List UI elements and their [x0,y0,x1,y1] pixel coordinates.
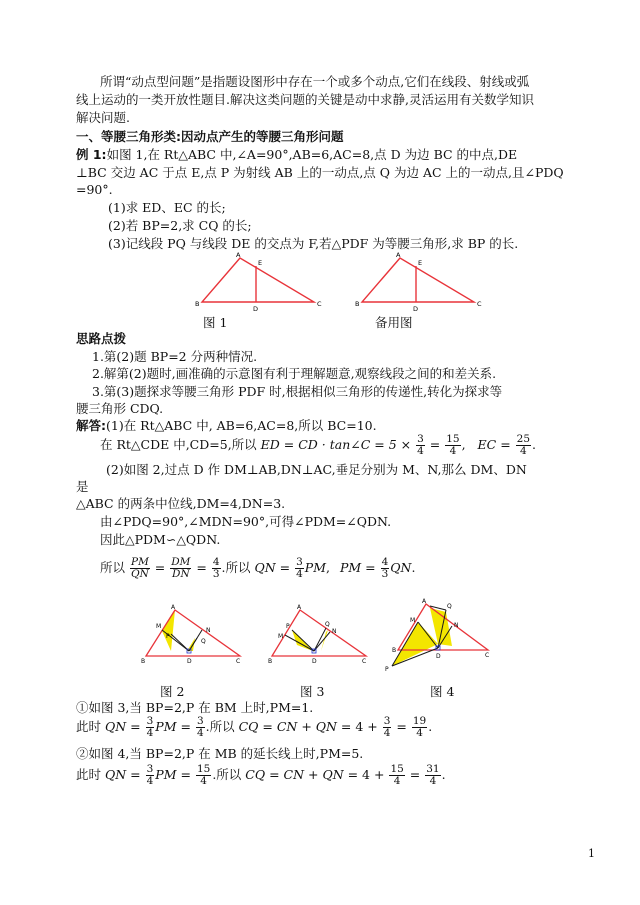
svg-text:D: D [436,653,441,660]
intro-line-2: 线上运动的一类开放性题目.解决这类问题的关键是动中求静,灵活运用有关数学知识 [76,92,534,107]
spare-label-e: E [418,259,423,267]
svg-text:A: A [297,604,302,611]
svg-text:M: M [410,617,416,624]
fig1-label-d: D [253,305,259,312]
svg-text:C: C [362,658,367,665]
svg-text:C: C [236,658,241,665]
svg-text:P: P [166,633,170,640]
answer-line-5: 由∠PDQ=90°,∠MDN=90°,可得∠PDM=∠QDN. [100,514,392,529]
answer-label: 解答: [76,418,106,433]
hints-heading: 思路点拨 [76,331,127,346]
hint-1: 1.第(2)题 BP=2 分两种情况. [92,349,258,364]
svg-text:P: P [286,623,290,630]
answer-line-4: △ABC 的两条中位线,DM=4,DN=3. [76,496,286,511]
answer-line-1: 解答:(1)在 Rt△ABC 中, AB=6,AC=8,所以 BC=10. [76,418,377,433]
svg-text:Q: Q [325,621,330,628]
figure-1 [190,250,330,312]
spare-label-d: D [413,305,419,312]
fig4-caption: 图 4 [430,684,455,699]
answer-line-3: (2)如图 2,过点 D 作 DM⊥AB,DN⊥AC,垂足分别为 M、N,那么 DM、DN [106,462,527,477]
hint-2: 2.解第(2)题时,画准确的示意图有利于理解题意,观察线段之间的和差关系. [92,366,497,381]
figure-spare [350,250,490,312]
fig2-shade-left [162,610,175,651]
question-1: (1)求 ED、EC 的长; [108,200,226,215]
fig3-triangle [272,610,366,656]
fig4-shade-left [392,622,438,666]
example-label: 例 1: [76,147,107,162]
frac-3-4: $\frac{3}{4}$ [417,433,424,457]
fig1-caption: 图 1 [203,315,228,330]
intro-line-1: 所谓“动点型问题”是指题设图形中存在一个或多个动点,它们在线段、射线或弧 [100,74,530,89]
svg-text:D: D [312,658,317,665]
fig3-caption: 图 3 [300,684,325,699]
question-2: (2)若 BP=2,求 CQ 的长; [108,218,252,233]
fig1-label-e: E [258,259,263,267]
svg-text:P: P [385,666,389,673]
svg-text:A: A [171,604,176,611]
svg-text:D: D [187,658,192,665]
answer-line-6: 因此△PDM∽△QDN. [100,532,221,547]
question-3: (3)记线段 PQ 与线段 DE 的交点为 F,若△PDF 为等腰三角形,求 BP 的长. [108,236,519,251]
svg-text:N: N [454,622,459,629]
svg-text:B: B [268,658,273,665]
case-2-eq: 此时 QN = $\frac{3}{4}$ PM = $\frac{15}{4}$ .所以 CQ = CN + QN = 4 + $\frac{15}{4}$ = $\frac{31}{4}$ . [76,763,446,787]
spare-label-b: B [355,300,360,308]
hint-3b: 腰三角形 CDQ. [76,401,164,416]
case-2-text: ②如图 4,当 BP=2,P 在 MB 的延长线上时,PM=5. [76,746,364,761]
svg-text:M: M [156,623,162,630]
hint-3a: 3.第(3)题探求等腰三角形 PDF 时,根据相似三角形的传递性,转化为探求等 [92,384,503,399]
fig3-shade-right [321,630,328,651]
spare-label-c: C [477,300,482,308]
fig1-label-b: B [195,300,200,308]
spare-caption: 备用图 [375,315,413,330]
example-line-2: ⊥BC 交边 AC 于点 E,点 P 为射线 AB 上的一动点,点 Q 为边 AC 上的一动点,且∠PDQ [76,165,564,180]
svg-text:Q: Q [201,638,206,645]
svg-text:Q: Q [447,603,452,610]
svg-text:B: B [392,647,397,654]
svg-text:M: M [278,633,284,640]
case-1-eq: 此时 QN = $\frac{3}{4}$ PM = $\frac{3}{4}$ .所以 CQ = CN + QN = 4 + $\frac{3}{4}$ = $\frac{19}{4}$ . [76,715,433,739]
fig1-label-a: A [236,251,241,259]
example-line-1: 例 1:如图 1,在 Rt△ABC 中,∠A=90°,AB=6,AC=8,点 D 为边 BC 的中点,DE [76,147,518,162]
intro-line-3: 解决问题. [76,110,130,125]
case-1-text: ①如图 3,当 BP=2,P 在 BM 上时,PM=1. [76,700,314,715]
frac-15-4: $\frac{15}{4}$ [446,433,460,457]
svg-text:B: B [141,658,146,665]
answer-line-3b: 是 [76,479,89,494]
svg-text:C: C [485,652,490,659]
figure-4 [380,596,500,680]
spare-label-a: A [396,251,401,259]
svg-text:N: N [206,627,211,634]
section-heading: 一、等腰三角形类:因动点产生的等腰三角形问题 [76,129,344,144]
fig1-label-c: C [317,300,322,308]
example-line-3: =90°. [76,182,113,197]
answer-line-2: 在 Rt△CDE 中,CD=5,所以 ED = CD · tan∠C = 5 × $\frac{3}{4}$ = $\frac{15}{4}$ , EC = $\frac{25}{4}$ . [100,433,537,457]
fig2-caption: 图 2 [160,684,185,699]
figure-2 [140,600,248,676]
figure-3 [268,600,376,676]
svg-text:N: N [332,628,337,635]
page-number: 1 [588,847,595,860]
svg-text:A: A [422,598,427,605]
answer-line-7: 所以 $\frac{PM}{QN}$ = $\frac{DM}{DN}$ = $\frac{4}{3}$ .所以 QN = $\frac{3}{4}$ PM, PM = $\frac{4}{3}$ QN. [100,556,416,580]
frac-25-4: $\frac{25}{4}$ [516,433,531,457]
